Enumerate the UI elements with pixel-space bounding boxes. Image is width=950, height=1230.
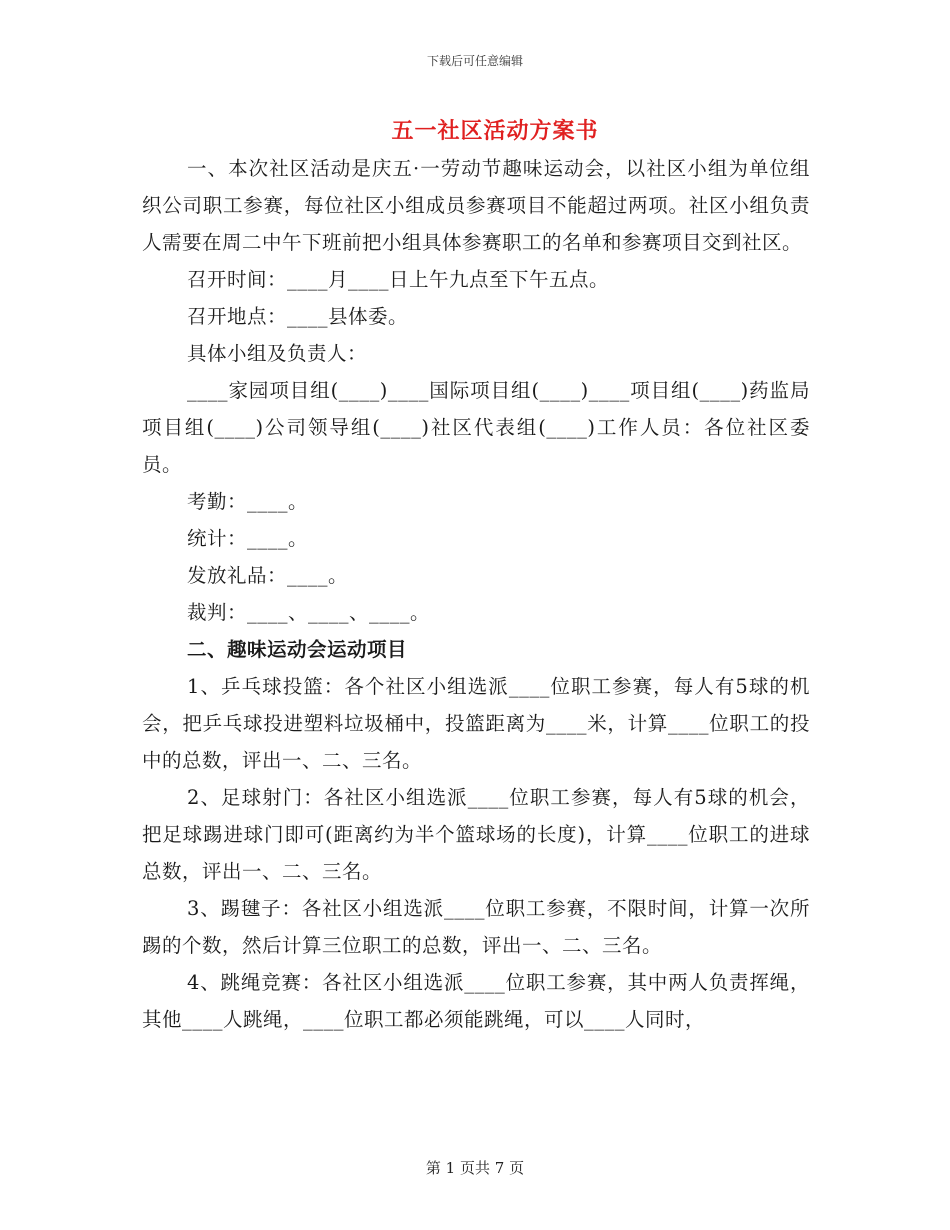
paragraph-groups-heading: 具体小组及负责人： <box>187 342 368 365</box>
paragraph-referees: 裁判：____、____、____。 <box>187 601 431 624</box>
section-heading-events: 二、趣味运动会运动项目 <box>187 638 408 661</box>
paragraph-event-4: 4、跳绳竞赛：各社区小组选派____位职工参赛，其中两人负责挥绳，其他____人跳绳，____位职工都必须能跳绳，可以____人同时， <box>142 971 810 1031</box>
paragraph-event-3: 3、踢毽子：各社区小组选派____位职工参赛，不限时间，计算一次所踢的个数，然后计算三位职工的总数，评出一、二、三名。 <box>142 897 810 957</box>
paragraph-event-2: 2、足球射门：各社区小组选派____位职工参赛，每人有5球的机会，把足球踢进球门即可(距离约为半个篮球场的长度)，计算____位职工的进球总数，评出一、二、三名。 <box>142 786 810 883</box>
paragraph-time: 召开时间：____月____日上午九点至下午五点。 <box>187 268 610 291</box>
paragraph-statistics: 统计：____。 <box>187 527 309 550</box>
page-footer: 第 1 页共 7 页 <box>425 1159 525 1177</box>
header-note: 下载后可任意编辑 <box>426 54 523 68</box>
paragraph-location: 召开地点：____县体委。 <box>187 305 409 328</box>
paragraph-gifts: 发放礼品：____。 <box>187 564 349 587</box>
paragraph-groups: ____家园项目组(____)____国际项目组(____)____项目组(____)药监局项目组(____)公司领导组(____)社区代表组(____)工作人员：各位社区委员。 <box>142 379 810 476</box>
paragraph-section-1: 一、本次社区活动是庆五·一劳动节趣味运动会，以社区小组为单位组织公司职工参赛，每位社区小组成员参赛项目不能超过两项。社区小组负责人需要在周二中午下班前把小组具体参赛职工的名单和参赛项目交到社区。 <box>142 157 810 254</box>
paragraph-attendance: 考勤：____。 <box>187 490 309 513</box>
document-body <box>142 150 810 1038</box>
document-title: 五一社区活动方案书 <box>391 118 599 144</box>
paragraph-event-1: 1、乒乓球投篮：各个社区小组选派____位职工参赛，每人有5球的机会，把乒乓球投进塑料垃圾桶中，投篮距离为____米，计算____位职工的投中的总数，评出一、二、三名。 <box>142 675 810 772</box>
